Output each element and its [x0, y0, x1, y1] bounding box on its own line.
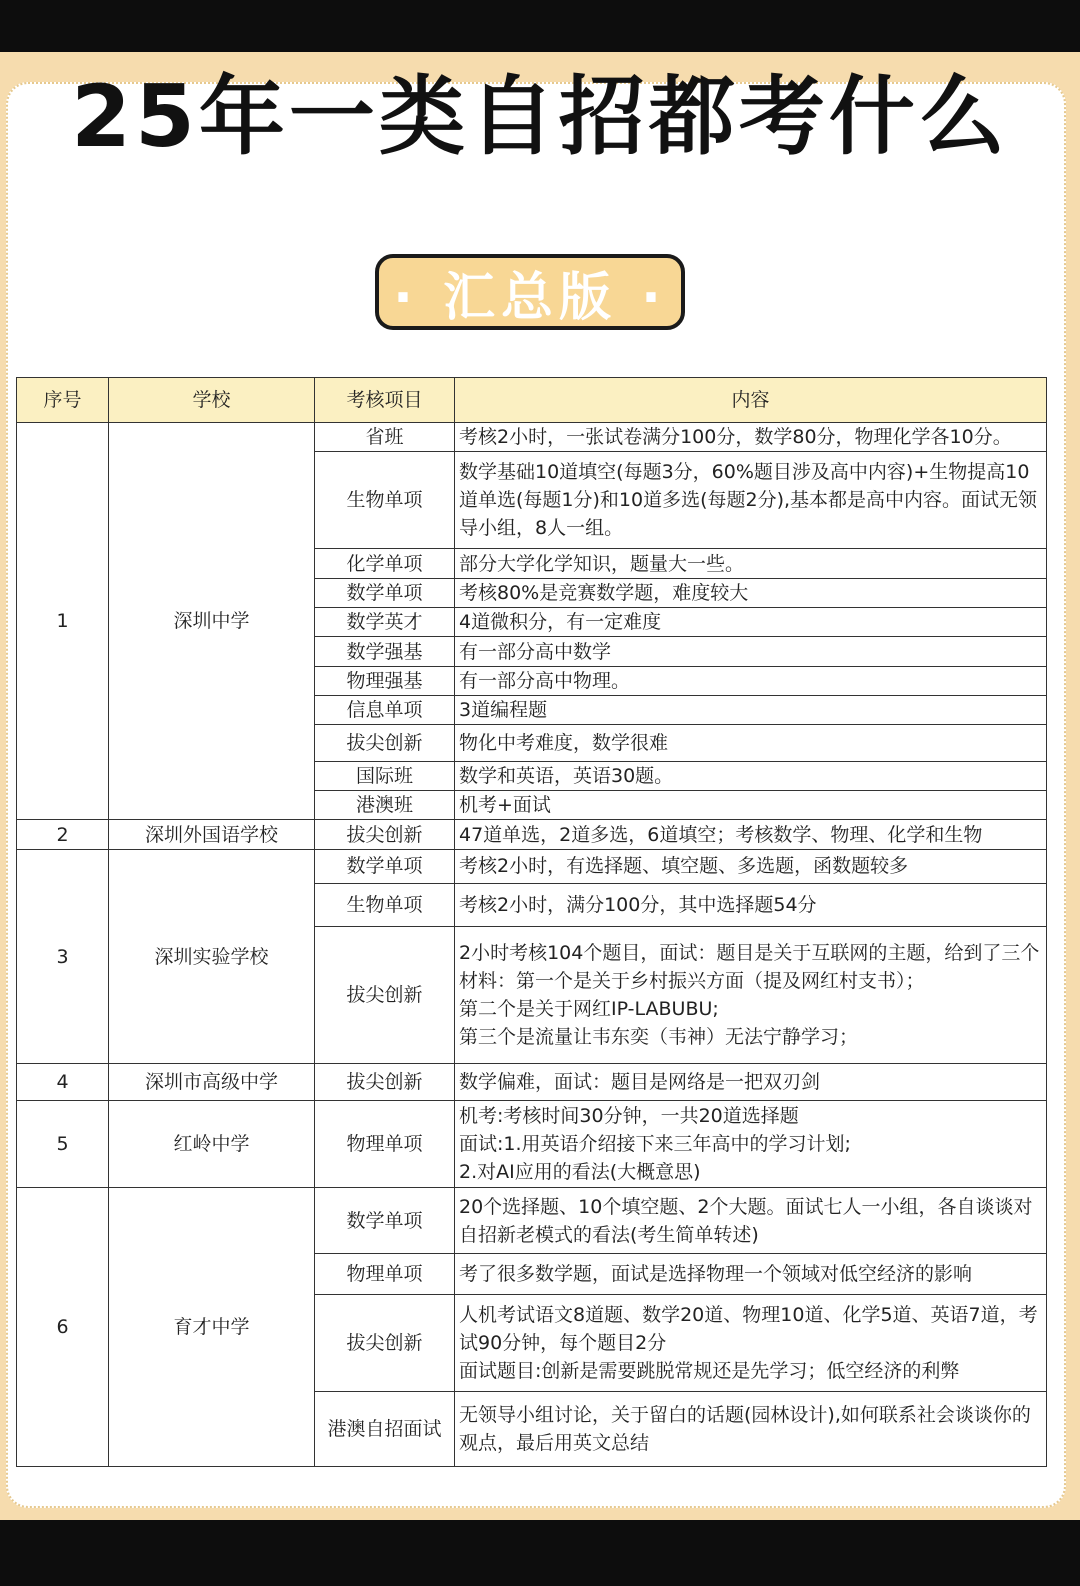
- content-line: 2小时考核104个题目，面试：题目是关于互联网的主题，给到了三个材料：第一个是关于乡村振兴方面（提及网红村支书）；: [459, 941, 1040, 992]
- exam-project: 生物单项: [315, 884, 455, 926]
- header-school: 学校: [109, 378, 315, 423]
- row-index: 1: [17, 423, 109, 820]
- exam-project: 港澳自招面试: [315, 1391, 455, 1466]
- exam-content: [455, 608, 1047, 637]
- row-index: 2: [17, 820, 109, 849]
- header-project: 考核项目: [315, 378, 455, 423]
- exam-project: 物理单项: [315, 1100, 455, 1187]
- exam-project: 省班: [315, 423, 455, 452]
- exam-project: 拔尖创新: [315, 820, 455, 849]
- exam-project: 数学单项: [315, 578, 455, 607]
- exam-content: [455, 423, 1047, 452]
- content-line: 物化中考难度，数学很难: [459, 732, 669, 755]
- table-header-row: [17, 378, 1047, 423]
- school-name: 红岭中学: [109, 1100, 315, 1187]
- exam-content: [455, 1391, 1047, 1466]
- table-row: [17, 423, 1047, 452]
- content-line: 考了很多数学题，面试是选择物理一个领域对低空经济的影响: [459, 1263, 973, 1286]
- content-line: 部分大学化学知识，题量大一些。: [459, 552, 745, 575]
- exam-project: 数学英才: [315, 608, 455, 637]
- exam-project: 拔尖创新: [315, 926, 455, 1064]
- content-line: 数学基础10道填空(每题3分，60%题目涉及高中内容)+生物提高10道单选(每题1分)和10道多选(每题2分),基本都是高中内容。面试无领导小组，8人一组。: [459, 461, 1038, 540]
- exam-content: [455, 637, 1047, 666]
- exam-project: 拔尖创新: [315, 725, 455, 761]
- content-line: 2.对AI应用的看法(大概意思): [459, 1160, 701, 1183]
- exam-project: 化学单项: [315, 549, 455, 578]
- content-line: 机考+面试: [459, 794, 551, 817]
- exam-content: [455, 578, 1047, 607]
- top-black-bar: [0, 0, 1080, 52]
- exam-project: 生物单项: [315, 452, 455, 549]
- exam-content: [455, 1254, 1047, 1294]
- row-index: 4: [17, 1064, 109, 1100]
- exam-content: [455, 452, 1047, 549]
- exam-table: [16, 377, 1047, 1467]
- table-row: [17, 820, 1047, 849]
- exam-content: [455, 884, 1047, 926]
- content-line: 面试:1.用英语介绍接下来三年高中的学习计划;: [459, 1132, 851, 1155]
- table-body: [17, 423, 1047, 1467]
- school-name: 深圳外国语学校: [109, 820, 315, 849]
- table-row: [17, 1064, 1047, 1100]
- table-row: [17, 1187, 1047, 1254]
- exam-content: [455, 926, 1047, 1064]
- exam-project: 物理单项: [315, 1254, 455, 1294]
- content-line: 有一部分高中物理。: [459, 669, 631, 692]
- row-index: 5: [17, 1100, 109, 1187]
- exam-project: 国际班: [315, 761, 455, 790]
- exam-content: [455, 696, 1047, 725]
- school-name: 深圳实验学校: [109, 849, 315, 1063]
- page-title: 25年一类自招都考什么: [71, 67, 1009, 167]
- content-line: 无领导小组讨论，关于留白的话题(园林设计),如何联系社会谈谈你的观点，最后用英文总结: [459, 1403, 1031, 1454]
- header-content: 内容: [455, 378, 1047, 423]
- content-line: 47道单选，2道多选，6道填空；考核数学、物理、化学和生物: [459, 823, 983, 846]
- content-line: 面试题目:创新是需要跳脱常规还是先学习；低空经济的利弊: [459, 1359, 960, 1382]
- table-row: [17, 1100, 1047, 1187]
- table-row: [17, 849, 1047, 883]
- content-line: 数学和英语，英语30题。: [459, 764, 674, 787]
- content-line: 数学偏难，面试：题目是网络是一把双刃剑: [459, 1070, 821, 1093]
- row-index: 6: [17, 1187, 109, 1466]
- content-line: 机考:考核时间30分钟，一共20道选择题: [459, 1104, 799, 1127]
- school-name: 育才中学: [109, 1187, 315, 1466]
- content-line: 人机考试语文8道题、数学20道、物理10道、化学5道、英语7道，考试90分钟，每个题目2分: [459, 1303, 1038, 1354]
- content-line: 考核2小时，满分100分，其中选择题54分: [459, 893, 817, 916]
- content-line: 考核80%是竞赛数学题，难度较大: [459, 581, 749, 604]
- summary-badge-label: · 汇总版 ·: [393, 267, 667, 328]
- exam-project: 信息单项: [315, 696, 455, 725]
- content-line: 考核2小时，有选择题、填空题、多选题，函数题较多: [459, 855, 909, 878]
- exam-project: 拔尖创新: [315, 1064, 455, 1100]
- summary-badge: [375, 254, 685, 330]
- exam-content: [455, 666, 1047, 695]
- exam-content: [455, 1187, 1047, 1254]
- school-name: 深圳中学: [109, 423, 315, 820]
- exam-content: [455, 725, 1047, 761]
- exam-content: [455, 1100, 1047, 1187]
- exam-project: 拔尖创新: [315, 1294, 455, 1391]
- content-line: 4道微积分，有一定难度: [459, 611, 662, 634]
- school-name: 深圳市高级中学: [109, 1064, 315, 1100]
- exam-content: [455, 549, 1047, 578]
- row-index: 3: [17, 849, 109, 1063]
- content-line: 3道编程题: [459, 699, 548, 722]
- exam-project: 数学单项: [315, 1187, 455, 1254]
- exam-content: [455, 761, 1047, 790]
- content-line: 第三个是流量让韦东奕（韦神）无法宁静学习；: [459, 1025, 859, 1048]
- bottom-black-bar: [0, 1520, 1080, 1586]
- exam-content: [455, 1064, 1047, 1100]
- exam-content: [455, 849, 1047, 883]
- exam-project: 数学单项: [315, 849, 455, 883]
- content-line: 考核2小时，一张试卷满分100分，数学80分，物理化学各10分。: [459, 426, 1012, 449]
- exam-project: 港澳班: [315, 791, 455, 820]
- content-line: 20个选择题、10个填空题、2个大题。面试七人一小组，各自谈谈对自招新老模式的看法(考生简单转述): [459, 1195, 1033, 1246]
- content-line: 有一部分高中数学: [459, 640, 612, 663]
- exam-project: 数学强基: [315, 637, 455, 666]
- content-line: 第二个是关于网红IP-LABUBU;: [459, 997, 719, 1020]
- exam-project: 物理强基: [315, 666, 455, 695]
- exam-content: [455, 791, 1047, 820]
- exam-content: [455, 820, 1047, 849]
- header-index: 序号: [17, 378, 109, 423]
- exam-content: [455, 1294, 1047, 1391]
